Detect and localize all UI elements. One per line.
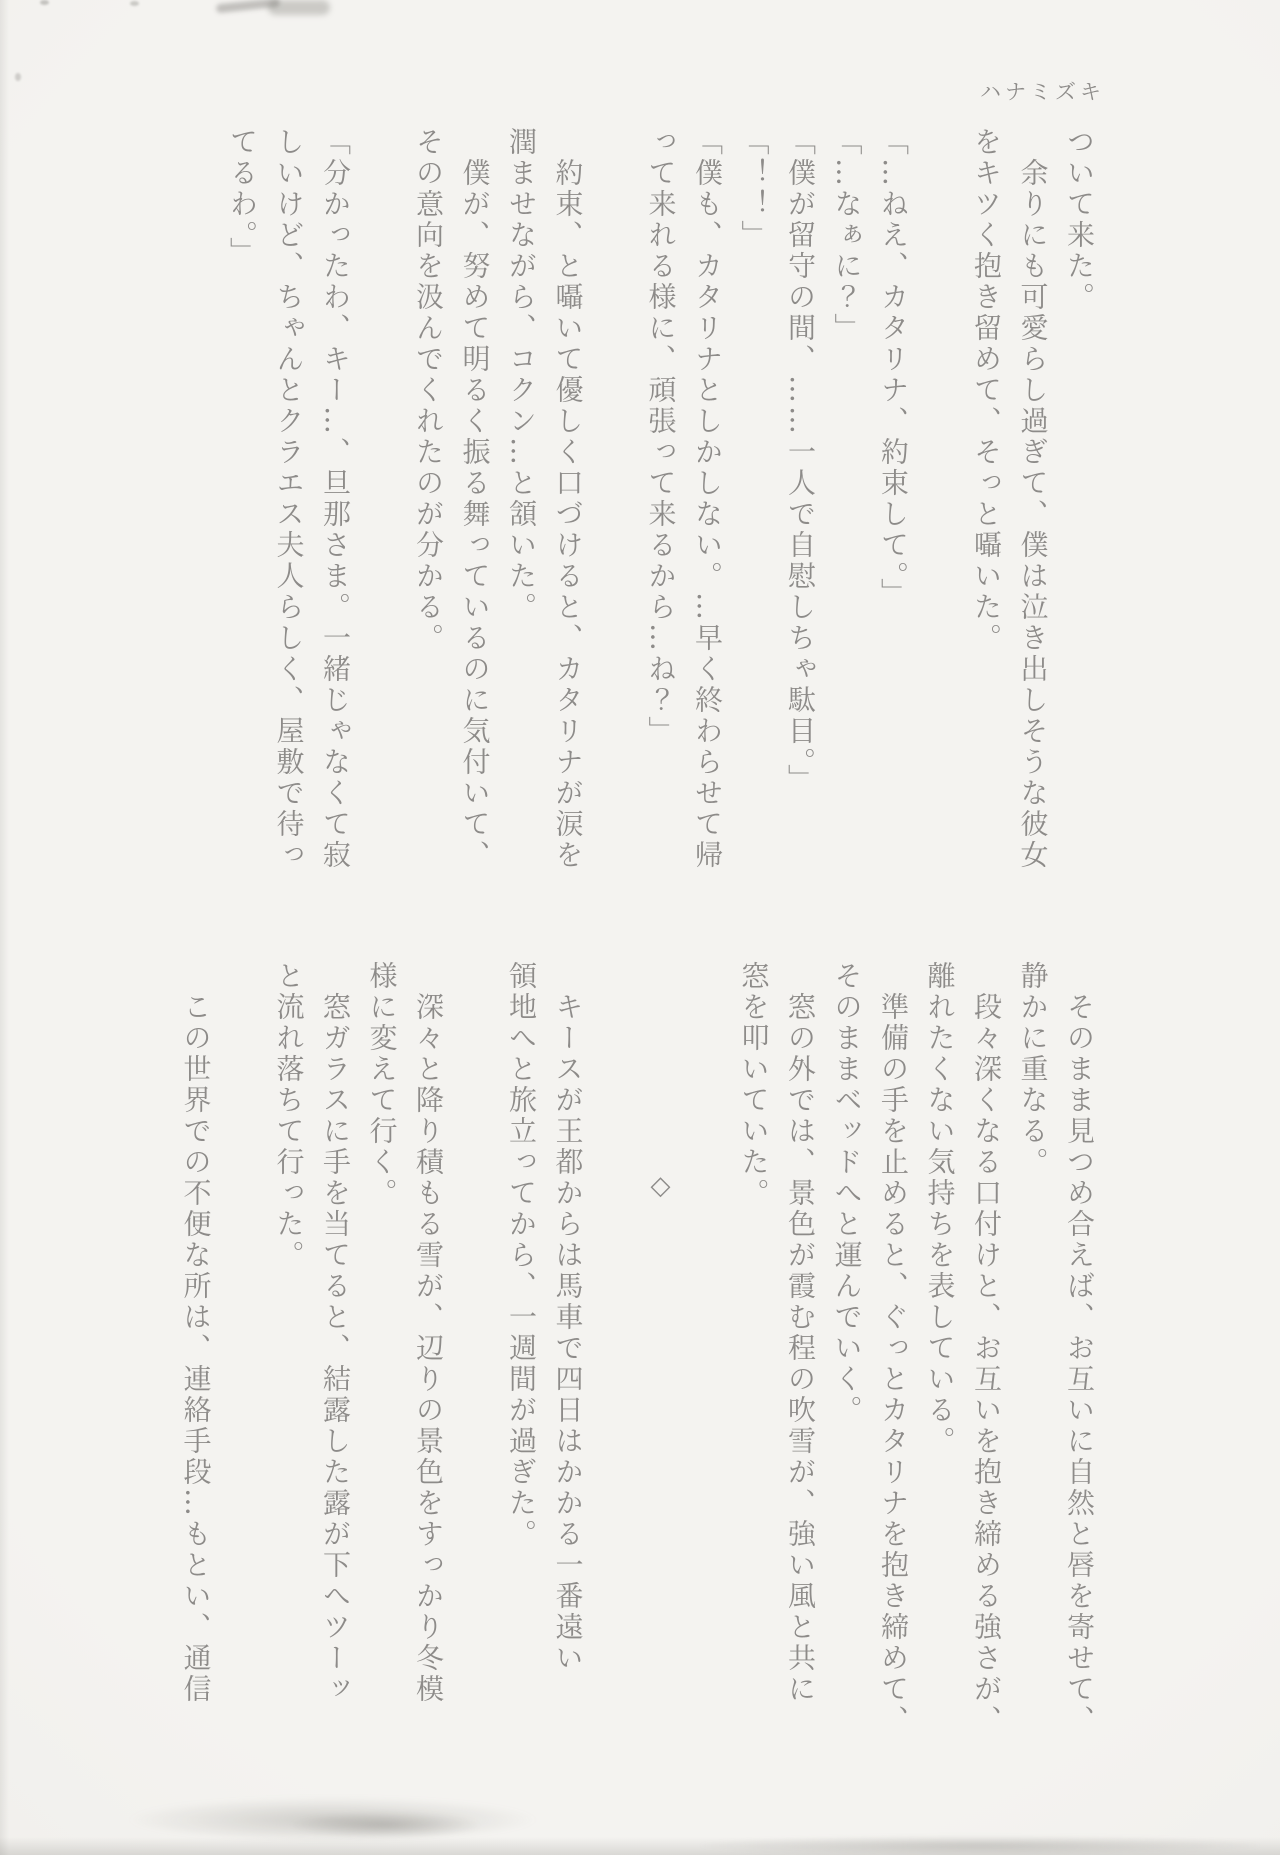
bottom-text-block [172,961,1102,1761]
vertical-text-column: 段々深くなる口付けと、お互いを抱き締める強さが、 [970,961,1003,1736]
vertical-text-column: 様に変えて行く。 [365,961,399,1209]
vertical-text-column: 「僕も、カタリナとしかしない。…早く終わらせて帰 [691,127,724,871]
vertical-text-column: をキツく抱き留めて、そっと囁いた。 [970,127,1003,654]
vertical-text-column: 準備の手を止めると、ぐっとカタリナを抱き締めて、 [877,961,910,1736]
vertical-text-column: 潤ませながら、コクン…と頷いた。 [505,127,538,623]
vertical-text-column: ついて来た。 [1063,127,1096,313]
vertical-text-column: って来れる様に、頑張って来るから…ね？」 [644,127,678,747]
vertical-text-column: 領地へと旅立ってから、一週間が過ぎた。 [505,961,538,1550]
scan-artifact-speck [15,73,21,81]
vertical-text-column: 余りにも可愛らし過ぎて、僕は泣き出しそうな彼女 [1016,127,1050,871]
scan-artifact-smudge [216,0,281,13]
scan-edge-shadow-left [0,0,9,1855]
vertical-text-column: キースが王都からは馬車で四日はかかる一番遠い [551,961,585,1674]
page-header-title: ハナミズキ [980,80,1105,104]
scene-divider: ◇ [645,1171,676,1204]
blank-column [451,961,498,1761]
vertical-text-column: 「分かったわ、キー…、旦那さま。一緒じゃなくて寂 [319,127,352,871]
vertical-text-column: 僕が、努めて明るく振る舞っているのに気付いて、 [458,127,492,871]
blank-column [591,127,638,899]
vertical-text-column: しいけど、ちゃんとクラエス夫人らしく、屋敷で待っ [272,127,306,871]
vertical-text-column: てるわ。」 [226,127,259,268]
vertical-text-column: 「僕が留守の間、……一人で自慰しちゃ駄目。」 [784,127,817,795]
vertical-text-column: 約束、と囁いて優しく口づけると、カタリナが涙を [551,127,585,871]
vertical-text-column: 窓の外では、景色が霞む程の吹雪が、強い風と共に [784,961,817,1705]
vertical-text-column: 窓ガラスに手を当てると、結露した露が下へツーッ [319,961,352,1705]
vertical-text-column: そのまま見つめ合えば、お互いに自然と唇を寄せて、 [1063,961,1096,1736]
scan-artifact-smudge [700,1836,1260,1855]
scan-artifact-smudge [290,1812,480,1838]
vertical-text-column: 「…なぁに？」 [830,127,864,344]
scan-artifact-smudge [125,1797,540,1839]
blank-column [916,127,963,899]
scan-artifact-speck [40,0,49,5]
vertical-text-column: と流れ落ちて行った。 [272,961,306,1271]
blank-column [219,961,266,1761]
scan-artifact-smudge [268,0,330,15]
vertical-text-column: 深々と降り積もる雪が、辺りの景色をすっかり冬模 [412,961,445,1705]
vertical-text-column: 静かに重なる。 [1016,961,1050,1178]
vertical-text-column: この世界での不便な所は、連絡手段…もとい、通信 [179,961,213,1705]
vertical-text-column: 窓を叩いていた。 [737,961,771,1209]
vertical-text-column: その意向を汲んでくれたのが分かる。 [412,127,445,654]
vertical-text-column: 離れたくない気持ちを表している。 [923,961,957,1457]
blank-column [684,961,731,1761]
scan-artifact-speck [130,1,139,6]
blank-column [358,127,405,899]
vertical-text-column: 「…ねえ、カタリナ、約束して。」 [877,127,910,609]
top-text-block [219,127,1103,899]
blank-column [591,961,638,1761]
vertical-text-column: 「！！」 [737,127,771,251]
vertical-text-column: そのままベッドへと運んでいく。 [830,961,864,1426]
